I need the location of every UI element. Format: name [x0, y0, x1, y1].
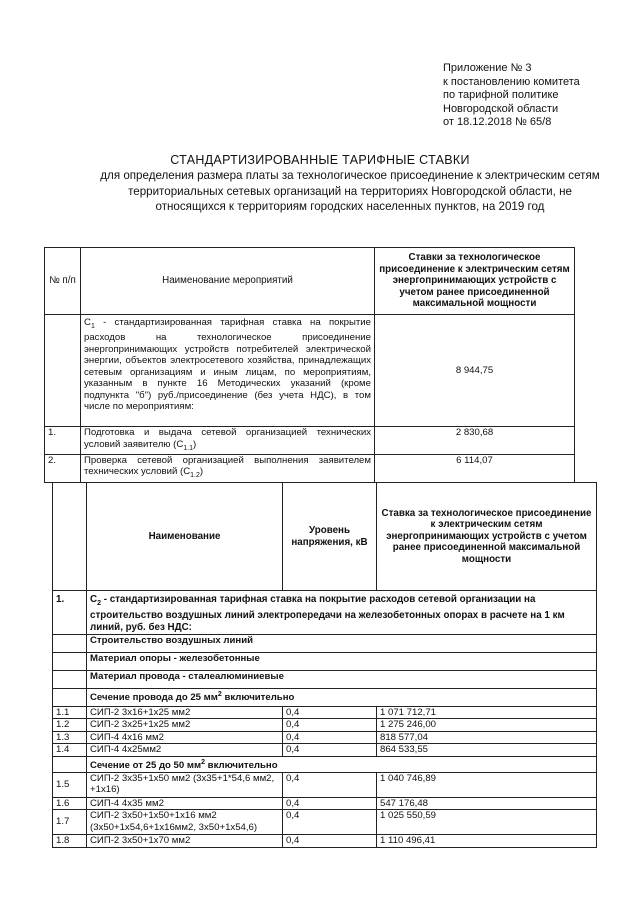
table-row — [53, 706, 597, 719]
row-num: 1.1 — [53, 706, 87, 719]
row-name: СИП-4 4х25мм2 — [87, 744, 283, 757]
section-description — [87, 591, 597, 635]
row-name: СИП-2 3х16+1х25 мм2 — [87, 706, 283, 719]
c2-symbol: С — [90, 594, 98, 605]
row-num — [53, 670, 87, 688]
c1-text: - стандартизированная тарифная ставка на покрытие расходов на технологическое присоединение энергопринимающих устройств потребителей электрической энергии, объектов электросетевого хозяйства, принадлежащих сетевым организациям и иным лицам, по мероприятиям, указанным в пункте 16 Методических указаний (кроме подпункта "б") руб./присоединение (без учета НДС), в том числе по мероприятиям: — [84, 317, 371, 413]
row-num — [53, 634, 87, 652]
subhead-row — [53, 652, 597, 670]
row-num: 2. — [45, 454, 81, 482]
header-num — [53, 483, 87, 591]
row-voltage: 0,4 — [283, 706, 377, 719]
row-value: 2 830,68 — [375, 427, 575, 455]
row-subscript: 1.2 — [190, 472, 200, 480]
appendix-line: Новгородской области — [443, 102, 559, 115]
row-num: 1.2 — [53, 719, 87, 732]
row-text-tail: ) — [193, 438, 197, 450]
row-num: 1.7 — [53, 810, 87, 835]
appendix-line: Приложение № 3 — [443, 62, 532, 74]
row-voltage: 0,4 — [283, 835, 377, 848]
subhead-label: Строительство воздушных линий — [87, 634, 597, 652]
subhead-label: Материал опоры - железобетонные — [87, 652, 597, 670]
group-superscript: 2 — [201, 758, 205, 766]
row-description — [81, 454, 375, 482]
header-rate: Ставки за технологическое присоединение к электрическим сетям энергопринимающих устройств с учетом ранее присоединенной максимальной мощности — [375, 248, 575, 315]
row-name: СИП-2 3х50+1х50+1х16 мм2 (3х50+1х54,6+1х16мм2, 3х50+1х54,6) — [87, 810, 283, 835]
table-row — [53, 731, 597, 744]
table-row — [45, 427, 575, 455]
row-value: 547 176,48 — [377, 797, 597, 810]
header-num: № п/п — [45, 248, 81, 315]
c1-subscript: 1 — [90, 322, 95, 330]
row-num — [53, 688, 87, 706]
header-voltage: Уровень напряжения, кВ — [283, 483, 377, 591]
row-num — [53, 652, 87, 670]
group-text-tail: включительно — [221, 692, 295, 704]
row-num — [53, 756, 87, 772]
row-name: СИП-2 3х35+1х50 мм2 (3х35+1*54,6 мм2, +1х16) — [87, 772, 283, 797]
row-name: СИП-4 4х35 мм2 — [87, 797, 283, 810]
appendix-line: по тарифной политике — [443, 89, 559, 101]
document-subtitle: для определения размера платы за технологическое присоединение к электрическим сетям территориальных сетевых организаций на территориях Новгородской области, не относящихся к территориям городских населенных пунктов, на 2019 год — [100, 169, 600, 213]
row-value: 6 114,07 — [375, 454, 575, 482]
table-row — [53, 744, 597, 757]
row-value: 1 275 246,00 — [377, 719, 597, 732]
row-value: 1 025 550,59 — [377, 810, 597, 835]
row-voltage: 0,4 — [283, 731, 377, 744]
row-value: 1 071 712,71 — [377, 706, 597, 719]
row-num — [45, 315, 81, 427]
group-text: Сечение от 25 до 50 мм — [90, 760, 202, 772]
row-voltage: 0,4 — [283, 719, 377, 732]
row-voltage: 0,4 — [283, 797, 377, 810]
row-name: СИП-4 4х16 мм2 — [87, 731, 283, 744]
c2-subscript: 2 — [97, 599, 101, 607]
row-voltage: 0,4 — [283, 744, 377, 757]
row-description — [81, 427, 375, 455]
group-superscript: 2 — [217, 690, 222, 698]
row-name: СИП-2 3х50+1х70 мм2 — [87, 835, 283, 848]
table-row — [53, 797, 597, 810]
row-value: 1 110 496,41 — [377, 835, 597, 848]
rates-table-c2 — [52, 482, 597, 848]
table-row — [53, 810, 597, 835]
row-value: 818 577,04 — [377, 731, 597, 744]
row-name: СИП-2 3х25+1х25 мм2 — [87, 719, 283, 732]
row-num: 1.4 — [53, 744, 87, 757]
group-label — [87, 688, 597, 706]
header-rate: Ставка за технологическое присоединение к электрическим сетям энергопринимающих устройств с учетом ранее присоединенной максимальной мощности — [377, 483, 597, 591]
subhead-label: Материал провода - сталеалюминиевые — [87, 670, 597, 688]
row-num: 1.8 — [53, 835, 87, 848]
group-text: Сечение провода до 25 мм — [90, 692, 218, 704]
c1-value: 8 944,75 — [375, 315, 575, 427]
row-voltage: 0,4 — [283, 772, 377, 797]
section-num: 1. — [53, 591, 87, 635]
table-header-row — [53, 483, 597, 591]
row-subscript: 1.1 — [183, 444, 194, 452]
section-row — [53, 591, 597, 635]
row-text: Проверка сетевой организацией выполнения заявителем технических условий (С — [84, 454, 371, 478]
row-text-tail: ) — [199, 466, 204, 478]
row-voltage: 0,4 — [283, 810, 377, 835]
group-text-tail: включительно — [205, 760, 278, 772]
table-header-row — [45, 248, 575, 315]
table-row — [53, 835, 597, 848]
subhead-row — [53, 670, 597, 688]
appendix-line: к постановлению комитета — [443, 75, 580, 88]
row-num: 1.5 — [53, 772, 87, 797]
row-num: 1.6 — [53, 797, 87, 810]
table-row — [53, 772, 597, 797]
appendix-line: от 18.12.2018 № 65/8 — [443, 116, 552, 128]
header-name: Наименование — [87, 483, 283, 591]
c1-description — [81, 315, 375, 427]
row-num: 1.3 — [53, 731, 87, 744]
document-title: СТАНДАРТИЗИРОВАННЫЕ ТАРИФНЫЕ СТАВКИ — [170, 153, 470, 167]
header-name: Наименование мероприятий — [81, 248, 375, 315]
subhead-row — [53, 634, 597, 652]
appendix-block — [443, 62, 633, 130]
table-row — [45, 315, 575, 427]
row-text: Подготовка и выдача сетевой организацией технических условий заявителю (С — [84, 427, 371, 450]
table-row — [53, 719, 597, 732]
rates-table-c1 — [44, 247, 575, 483]
row-value: 864 533,55 — [377, 744, 597, 757]
c2-text: - стандартизированная тарифная ставка на покрытие расходов сетевой организации на строительство воздушных линий электропередачи на железобетонных опорах в расчете на 1 км линий, руб. без НДС: — [90, 594, 565, 633]
c1-symbol: С — [84, 317, 91, 328]
group-row — [53, 756, 597, 772]
row-num: 1. — [45, 427, 81, 455]
group-row — [53, 688, 597, 706]
group-label — [87, 756, 597, 772]
table-row — [45, 454, 575, 482]
row-value: 1 040 746,89 — [377, 772, 597, 797]
